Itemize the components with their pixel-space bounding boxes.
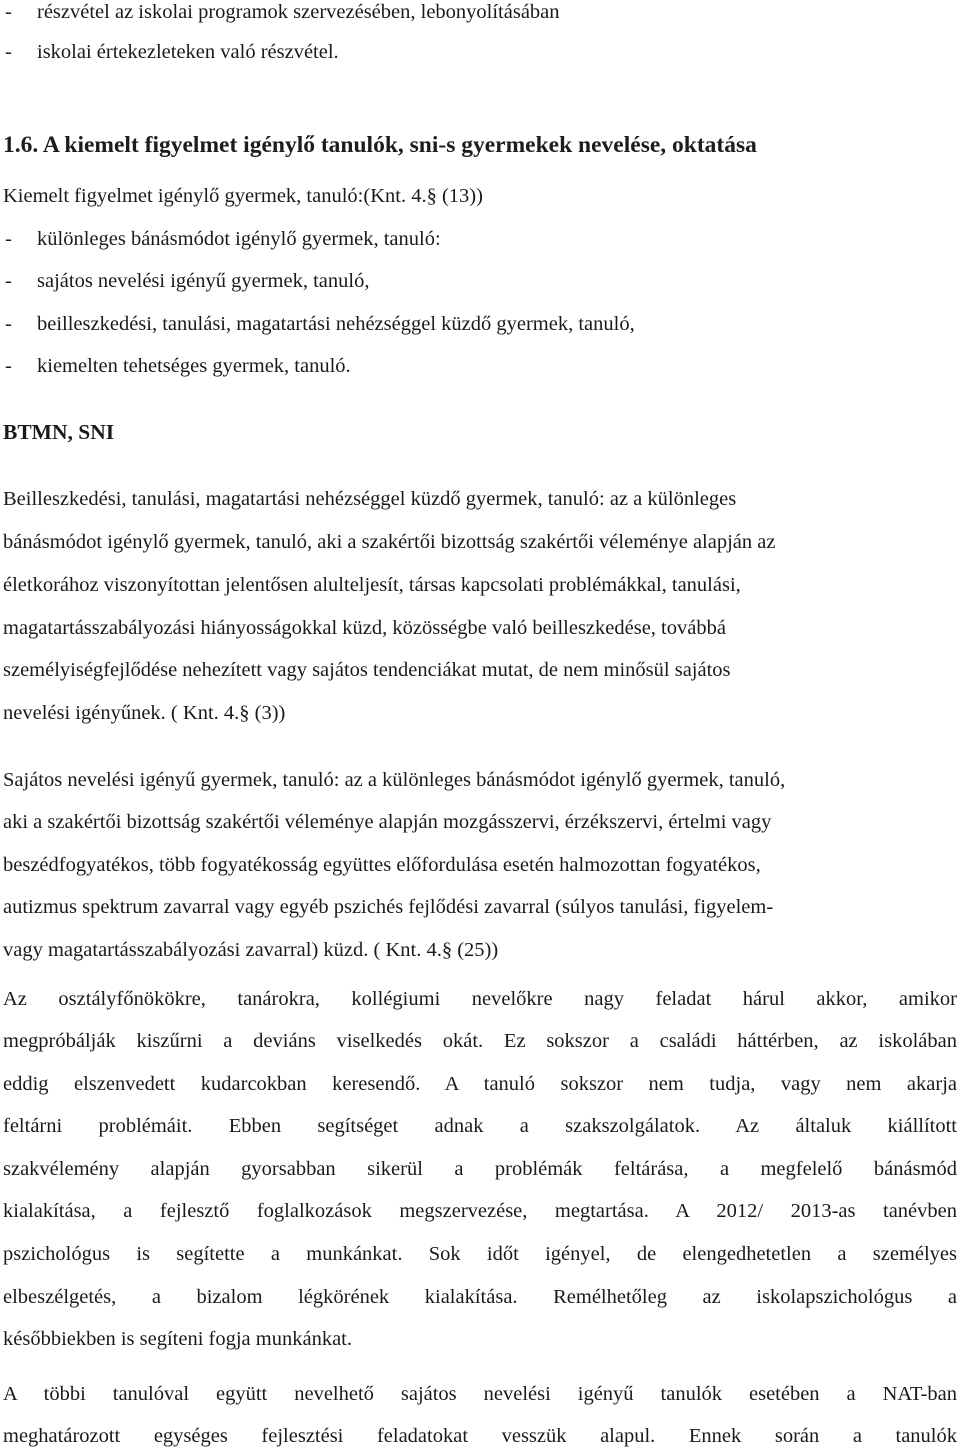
sni-line: vagy magatartásszabályozási zavarral) küzd. ( Knt. 4.§ (25))	[3, 939, 499, 961]
list-item-text: sajátos nevelési igényű gyermek, tanuló,	[37, 270, 370, 292]
bullet-dash: -	[5, 1, 12, 23]
tobbi-line: meghatározott egységes fejlesztési feladatokat vesszük alapul. Ennek során a tanulók	[3, 1425, 957, 1447]
list-item	[5, 267, 370, 295]
osztalyfonok-line: feltárni problémáit. Ebben segítséget adnak a szakszolgálatok. Az általuk kiállított	[3, 1115, 957, 1137]
sni-line: aki a szakértői bizottság szakértői véleménye alapján mozgásszervi, érzékszervi, értelmi vagy	[3, 811, 772, 833]
tobbi-line: A többi tanulóval együtt nevelhető sajátos nevelési igényű tanulók esetében a NAT-ban	[3, 1383, 957, 1405]
bullet-dash: -	[5, 228, 12, 250]
btmn-line: Beilleszkedési, tanulási, magatartási nehézséggel küzdő gyermek, tanuló: az a különleges	[3, 488, 737, 510]
bullet-dash: -	[5, 355, 12, 377]
osztalyfonok-line: pszichológus is segítette a munkánkat. Sok időt igényel, de elengedhetetlen a személyes	[3, 1243, 957, 1265]
kiemelt-intro: Kiemelt figyelmet igénylő gyermek, tanuló:(Knt. 4.§ (13))	[3, 185, 483, 207]
btmn-line: bánásmódot igénylő gyermek, tanuló, aki a szakértői bizottság szakértői véleménye alapján az	[3, 531, 776, 553]
bullet-dash: -	[5, 270, 12, 292]
bullet-dash: -	[5, 41, 12, 63]
btmn-line: személyiségfejlődése nehezített vagy sajátos tendenciákat mutat, de nem minősül sajátos	[3, 659, 731, 681]
list-item	[5, 38, 339, 66]
list-item-text: különleges bánásmódot igénylő gyermek, tanuló:	[37, 228, 441, 250]
osztalyfonok-line: eddig elszenvedett kudarcokban keresendő. A tanuló sokszor nem tudja, vagy nem akarja	[3, 1073, 957, 1095]
osztalyfonok-line: szakvélemény alapján gyorsabban sikerül a problémák feltárása, a megfelelő bánásmód	[3, 1158, 957, 1180]
list-item	[5, 0, 560, 26]
list-item	[5, 352, 351, 380]
list-item-text: kiemelten tehetséges gyermek, tanuló.	[37, 355, 351, 377]
bullet-dash: -	[5, 313, 12, 335]
section-heading: 1.6. A kiemelt figyelmet igénylő tanulók, sni-s gyermekek nevelése, oktatása	[3, 132, 757, 158]
sni-line: Sajátos nevelési igényű gyermek, tanuló: az a különleges bánásmódot igénylő gyermek, tanuló,	[3, 769, 786, 791]
list-item	[5, 225, 441, 253]
list-item-text: iskolai értekezleteken való részvétel.	[37, 41, 339, 63]
list-item-text: részvétel az iskolai programok szervezésében, lebonyolításában	[37, 1, 560, 23]
osztalyfonok-line: Az osztályfőnökökre, tanárokra, kollégiumi nevelőkre nagy feladat hárul akkor, amikor	[3, 988, 957, 1010]
list-item	[5, 310, 635, 338]
osztalyfonok-line: elbeszélgetés, a bizalom légkörének kialakítása. Remélhetőleg az iskolapszichológus a	[3, 1286, 957, 1308]
osztalyfonok-line: későbbiekben is segíteni fogja munkánkat.	[3, 1328, 352, 1350]
list-item-text: beilleszkedési, tanulási, magatartási nehézséggel küzdő gyermek, tanuló,	[37, 313, 635, 335]
btmn-heading: BTMN, SNI	[3, 420, 115, 444]
btmn-line: életkorához viszonyítottan jelentősen alulteljesít, társas kapcsolati problémákkal, tanulási,	[3, 574, 741, 596]
sni-line: beszédfogyatékos, több fogyatékosság együttes előfordulása esetén halmozottan fogyatékos,	[3, 854, 761, 876]
sni-line: autizmus spektrum zavarral vagy egyéb pszichés fejlődési zavarral (súlyos tanulási, figyelem-	[3, 896, 774, 918]
btmn-line: magatartásszabályozási hiányosságokkal küzd, közösségbe való beilleszkedése, továbbá	[3, 617, 726, 639]
osztalyfonok-line: kialakítása, a fejlesztő foglalkozások megszervezése, megtartása. A 2012/ 2013-as tanévben	[3, 1200, 957, 1222]
btmn-line: nevelési igényűnek. ( Knt. 4.§ (3))	[3, 702, 286, 724]
osztalyfonok-line: megpróbálják kiszűrni a deviáns viselkedés okát. Ez sokszor a családi háttérben, az iskolában	[3, 1030, 957, 1052]
